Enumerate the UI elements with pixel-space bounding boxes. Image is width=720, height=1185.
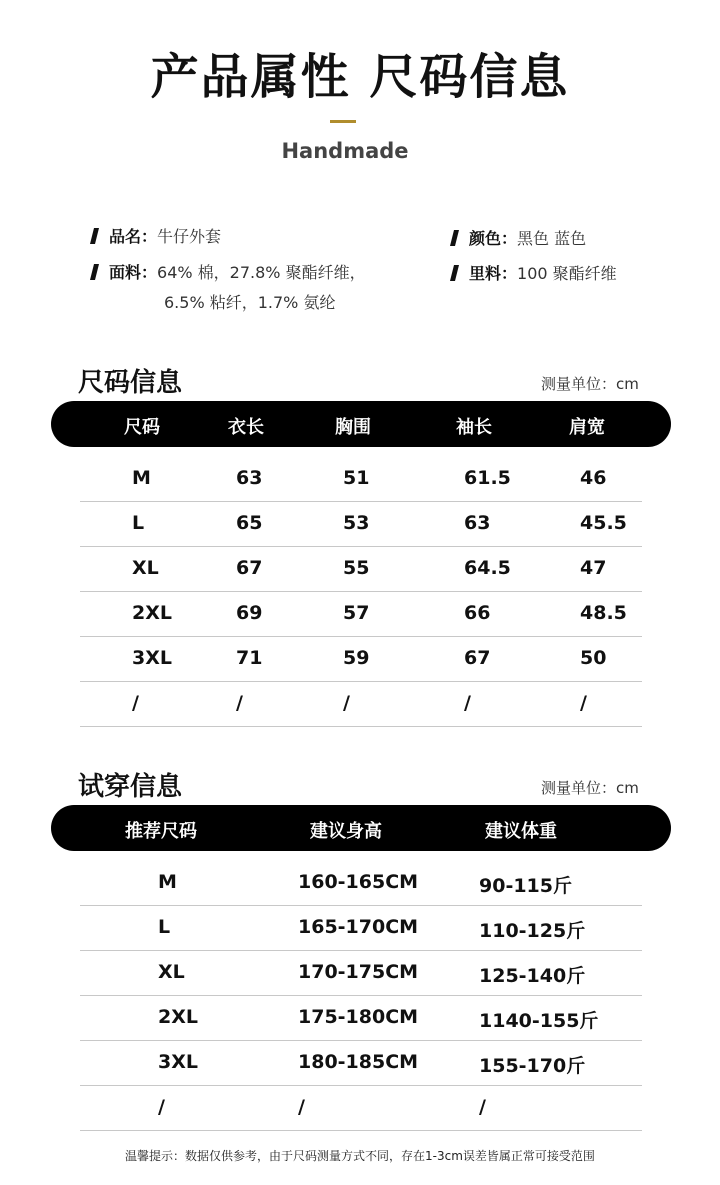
row-divider bbox=[80, 546, 642, 547]
fit-table-cell: 170-175CM bbox=[298, 961, 419, 983]
fit-table-cell: 125-140斤 bbox=[479, 965, 586, 987]
size-table-cell: 53 bbox=[343, 512, 370, 534]
slash-marker-icon bbox=[450, 265, 459, 281]
size-table-cell: 71 bbox=[236, 647, 263, 669]
fit-table-cell: 90-115斤 bbox=[479, 875, 572, 897]
row-divider bbox=[80, 995, 642, 996]
row-divider bbox=[80, 1040, 642, 1041]
attr-color-value: 黑色 蓝色 bbox=[517, 229, 587, 248]
fit-table-cell: / bbox=[479, 1096, 486, 1118]
size-table-cell: 48.5 bbox=[580, 602, 627, 624]
row-divider bbox=[80, 1085, 642, 1086]
attr-color-label: 颜色： bbox=[469, 229, 518, 248]
row-divider bbox=[80, 681, 642, 682]
size-table-cell: 59 bbox=[343, 647, 370, 669]
row-divider bbox=[80, 591, 642, 592]
fit-table-header bbox=[51, 805, 671, 851]
fit-table-cell: M bbox=[158, 871, 177, 893]
attr-fabric-label: 面料： bbox=[109, 263, 158, 282]
size-table-cell: 69 bbox=[236, 602, 263, 624]
attr-lining-label: 里料： bbox=[469, 264, 518, 283]
size-table-cell: L bbox=[132, 512, 145, 534]
size-table-cell: 57 bbox=[343, 602, 370, 624]
size-header-cell: 胸围 bbox=[335, 417, 371, 438]
row-divider bbox=[80, 950, 642, 951]
attr-fabric-value-1: 64% 棉，27.8% 聚酯纤维， bbox=[157, 263, 366, 282]
row-divider bbox=[80, 636, 642, 637]
fit-table-cell: 155-170斤 bbox=[479, 1055, 586, 1077]
page-title: 产品属性 尺码信息 bbox=[150, 49, 570, 105]
fit-table-cell: / bbox=[298, 1096, 305, 1118]
size-header-cell: 肩宽 bbox=[569, 417, 605, 438]
size-header-cell: 衣长 bbox=[228, 417, 264, 438]
fit-header-cell: 推荐尺码 bbox=[125, 821, 197, 842]
fit-table-cell: 160-165CM bbox=[298, 871, 419, 893]
fit-table-cell: XL bbox=[158, 961, 185, 983]
footer-note: 温馨提示：数据仅供参考，由于尺码测量方式不同，存在1-3cm误差皆属正常可接受范围 bbox=[125, 1149, 595, 1163]
size-table-cell: 65 bbox=[236, 512, 263, 534]
fit-table-cell: 110-125斤 bbox=[479, 920, 586, 942]
size-table-cell: 45.5 bbox=[580, 512, 627, 534]
fit-table-cell: 2XL bbox=[158, 1006, 198, 1028]
fit-table-cell: 1140-155斤 bbox=[479, 1010, 599, 1032]
row-divider bbox=[80, 501, 642, 502]
row-divider bbox=[80, 905, 642, 906]
row-divider bbox=[80, 1130, 642, 1131]
size-section-title: 尺码信息 bbox=[78, 368, 183, 398]
size-table-cell: 3XL bbox=[132, 647, 172, 669]
size-table-cell: 63 bbox=[464, 512, 491, 534]
row-divider bbox=[80, 726, 642, 727]
size-table-cell: / bbox=[580, 692, 587, 714]
attr-product-name bbox=[92, 224, 221, 247]
slash-marker-icon bbox=[90, 264, 99, 280]
size-table-cell: / bbox=[464, 692, 471, 714]
size-table-cell: / bbox=[343, 692, 350, 714]
size-table-cell: / bbox=[132, 692, 139, 714]
fit-table-cell: 3XL bbox=[158, 1051, 198, 1073]
size-table-cell: 61.5 bbox=[464, 467, 511, 489]
size-table-cell: 46 bbox=[580, 467, 607, 489]
size-header-cell: 袖长 bbox=[456, 417, 492, 438]
size-table-cell: 66 bbox=[464, 602, 491, 624]
attr-name-value: 牛仔外套 bbox=[157, 227, 222, 246]
title-divider bbox=[330, 120, 356, 123]
fit-table-cell: L bbox=[158, 916, 171, 938]
fit-table-cell: / bbox=[158, 1096, 165, 1118]
attr-lining-value: 100 聚酯纤维 bbox=[517, 264, 617, 283]
slash-marker-icon bbox=[450, 230, 459, 246]
fit-table-cell: 175-180CM bbox=[298, 1006, 419, 1028]
size-table-cell: 47 bbox=[580, 557, 607, 579]
attr-lining bbox=[452, 261, 617, 284]
size-table-header bbox=[51, 401, 671, 447]
slash-marker-icon bbox=[90, 228, 99, 244]
fit-table-cell: 180-185CM bbox=[298, 1051, 419, 1073]
size-table-cell: M bbox=[132, 467, 151, 489]
size-table-cell: 55 bbox=[343, 557, 370, 579]
size-unit-label: 测量单位：cm bbox=[541, 375, 639, 393]
attr-fabric bbox=[92, 260, 366, 283]
size-table-cell: 51 bbox=[343, 467, 370, 489]
size-table-cell: 50 bbox=[580, 647, 607, 669]
attr-fabric-value-2: 6.5% 粘纤，1.7% 氨纶 bbox=[164, 293, 336, 312]
fit-section-title: 试穿信息 bbox=[78, 772, 183, 802]
size-table-cell: 63 bbox=[236, 467, 263, 489]
fit-unit-label: 测量单位：cm bbox=[541, 779, 639, 797]
size-table-cell: 2XL bbox=[132, 602, 172, 624]
fit-header-cell: 建议身高 bbox=[310, 821, 382, 842]
fit-header-cell: 建议体重 bbox=[485, 821, 557, 842]
size-table-cell: XL bbox=[132, 557, 159, 579]
attr-color bbox=[452, 226, 586, 249]
size-table-cell: 64.5 bbox=[464, 557, 511, 579]
size-header-cell: 尺码 bbox=[124, 417, 160, 438]
size-table-cell: 67 bbox=[236, 557, 263, 579]
attr-name-label: 品名： bbox=[109, 227, 158, 246]
size-table-cell: / bbox=[236, 692, 243, 714]
page-subtitle: Handmade bbox=[281, 139, 409, 163]
fit-table-cell: 165-170CM bbox=[298, 916, 419, 938]
size-table-cell: 67 bbox=[464, 647, 491, 669]
